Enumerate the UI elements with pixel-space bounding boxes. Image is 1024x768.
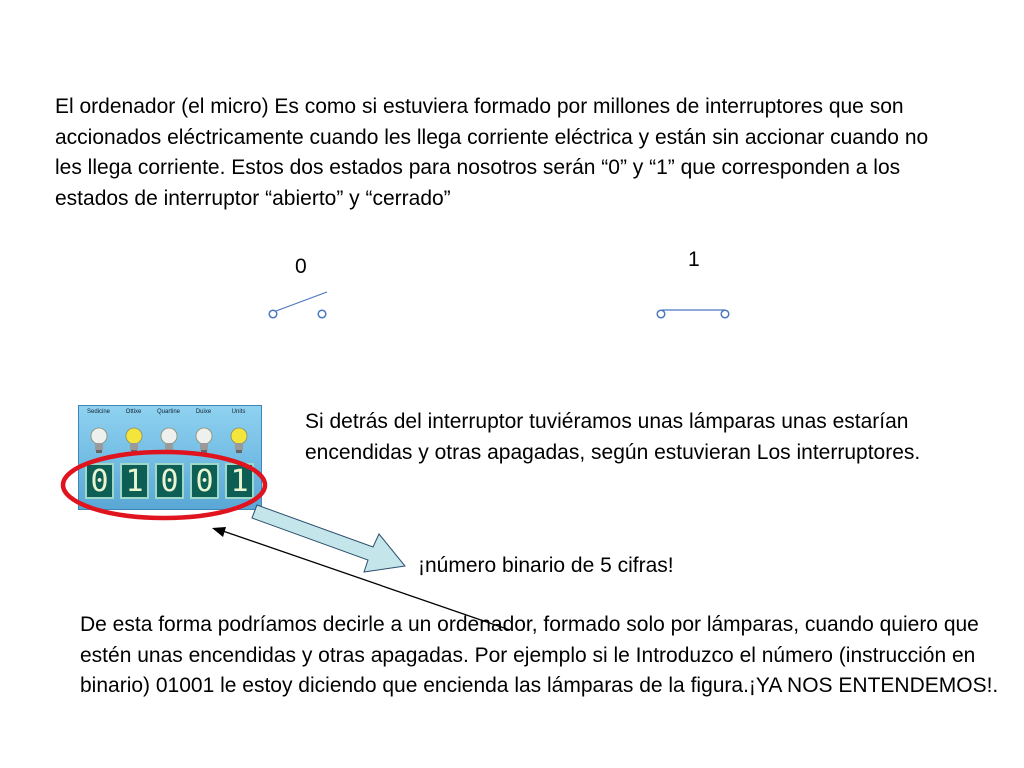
closed-switch-label: 1 (688, 248, 700, 271)
switch-terminal (657, 310, 665, 318)
open-switch-lever (276, 292, 327, 311)
switch-terminal (721, 310, 729, 318)
closed-switch (657, 310, 729, 318)
binary-digit: 1 (120, 463, 149, 499)
switch-terminal (269, 310, 277, 318)
pointer-arrowhead (212, 527, 226, 537)
binary-number-label: ¡número binario de 5 cifras! (418, 554, 674, 577)
place-label: Quartine (156, 409, 180, 415)
place-label: Units (231, 409, 246, 415)
open-switch (269, 292, 327, 318)
intro-paragraph: El ordenador (el micro) Es como si estuviera formado por millones de interruptores que son accionados eléctricamente cuando les llega corriente eléctrica y están sin accionar cuando no les llega corriente. Estos dos estados para nosotros serán “0” y “1” que corresponden a los estados de interruptor “abierto” y “cerrado” (55, 95, 929, 210)
binary-digit: 0 (190, 463, 219, 499)
block-arrow (252, 505, 405, 572)
binary-digit: 1 (225, 463, 254, 499)
lamp-description: Si detrás del interruptor tuviéramos unas lámparas unas estarían encendidas y otras apagadas, según estuvieran Los interruptores. (305, 410, 921, 464)
place-label: Ottixe (125, 409, 142, 415)
switch-terminal (318, 310, 326, 318)
place-label: Sedicine (86, 409, 110, 415)
conclusion-paragraph: De esta forma podríamos decirle a un ordenador, formado solo por lámparas, cuando quiero que estén unas encendidas y otras apagadas. Por ejemplo si le Introduzco el número (instrucción en binario) 01001 le estoy diciendo que encienda las lámparas de la figura.¡YA NOS ENTENDEMOS!. (80, 613, 999, 697)
place-label: Duixe (195, 409, 212, 415)
binary-digit: 0 (85, 463, 114, 499)
binary-digit: 0 (155, 463, 184, 499)
open-switch-label: 0 (295, 255, 307, 278)
highlight-ellipse (63, 452, 265, 518)
